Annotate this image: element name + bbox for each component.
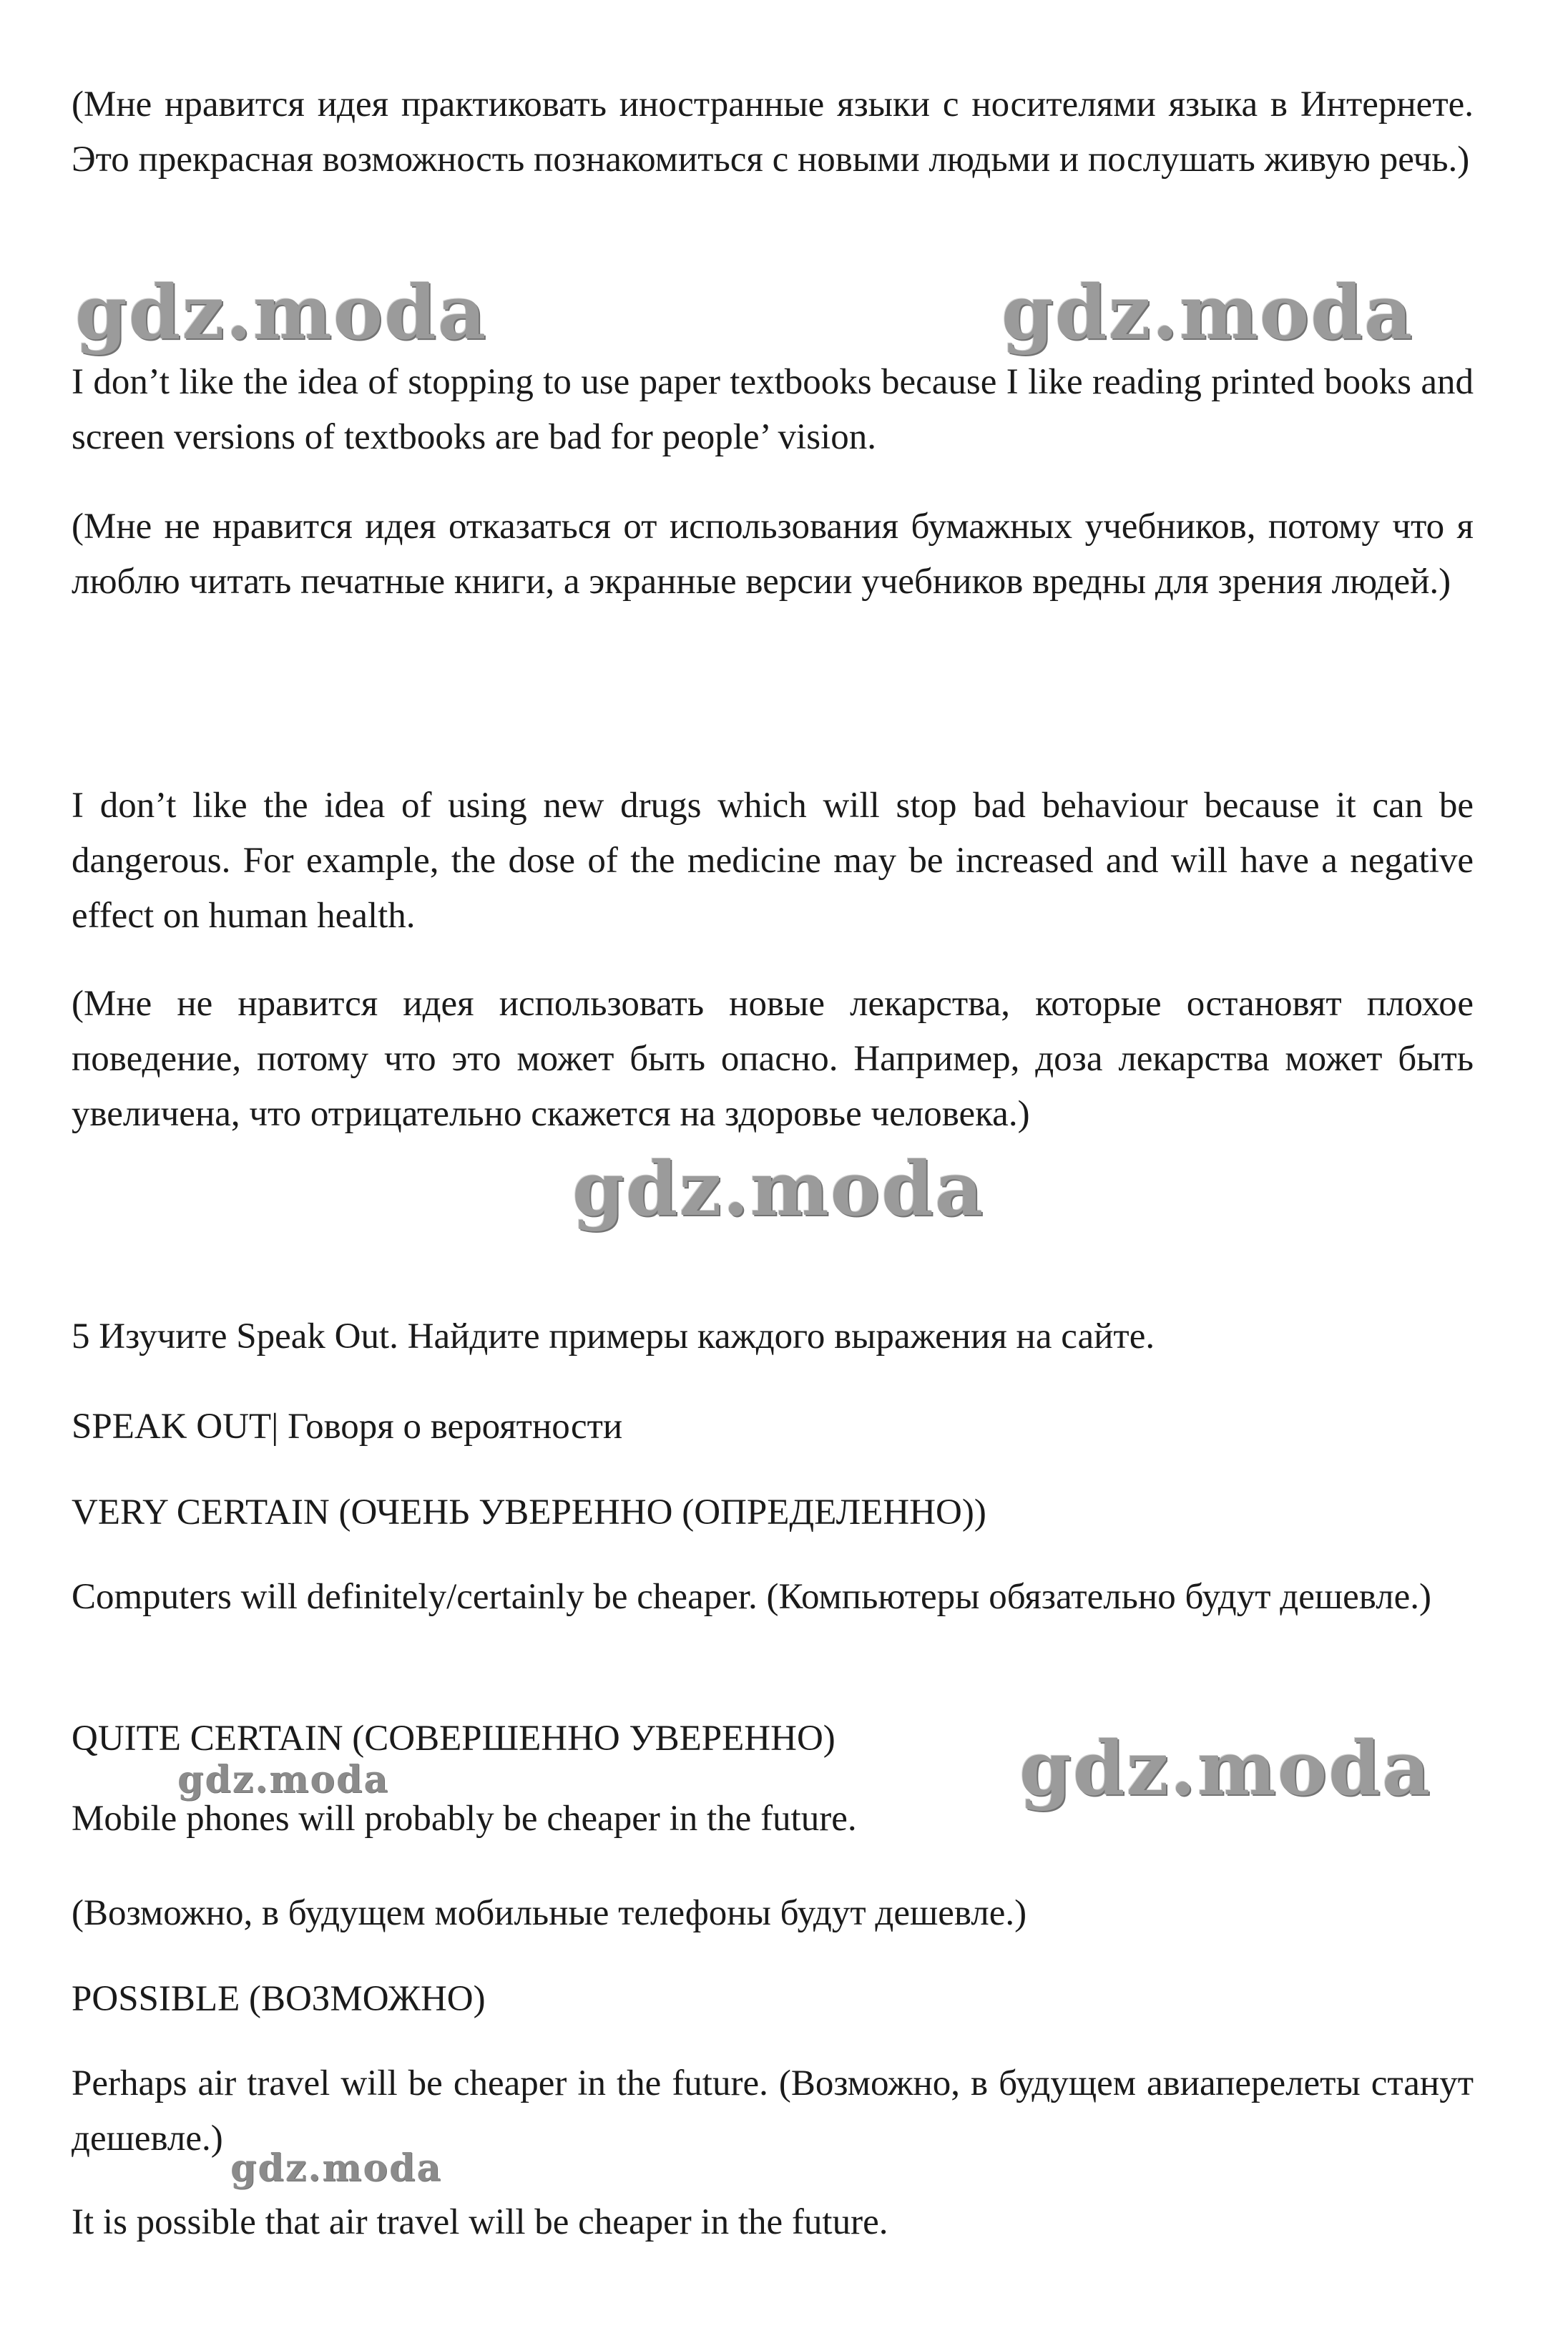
paragraph-russian-paper-textbooks: (Мне не нравится идея отказаться от использования бумажных учебников, потому что я люблю читать печатные книги, а экранные версии учебников вредны для зрения людей.): [72, 507, 1474, 602]
quite-certain-heading: QUITE CERTAIN (СОВЕРШЕННО УВЕРЕННО): [72, 1719, 836, 1759]
paragraph-russian-practice-languages: (Мне нравится идея практиковать иностранные языки с носителями языка в Интернете. Это прекрасная возможность познакомиться с новыми людьми и послушать живую речь.): [72, 84, 1474, 180]
watermark-logo: gdz.moda: [572, 1145, 985, 1233]
example-perhaps-air-travel: Perhaps air travel will be cheaper in the future. (Возможно, в будущем авиаперелеты станут дешевле.): [72, 2063, 1474, 2159]
watermark-logo-small: gdz.moda: [177, 1758, 390, 1802]
paragraph-new-drugs: I don’t like the idea of using new drugs which will stop bad behaviour because it can be dangerous. For example, the dose of the medicine may be increased and will have a negative effect on human health.: [72, 786, 1474, 936]
watermark-logo-small: gdz.moda: [230, 2146, 443, 2190]
very-certain-heading: VERY CERTAIN (ОЧЕНЬ УВЕРЕННО (ОПРЕДЕЛЕННО)): [72, 1492, 986, 1533]
example-mobile-phones: Mobile phones will probably be cheaper in the future.: [72, 1799, 857, 1839]
watermark-logo: gdz.moda: [1001, 268, 1414, 356]
paragraph-russian-new-drugs: (Мне не нравится идея использовать новые лекарства, которые остановят плохое поведение, потому что это может быть опасно. Например, доза лекарства может быть увеличена, что отрицательно скажется на здоровье человека.): [72, 984, 1474, 1134]
watermark-logo: gdz.moda: [1019, 1724, 1432, 1812]
example-computers: Computers will definitely/certainly be cheaper. (Компьютеры обязательно будут дешевле.): [72, 1577, 1431, 1617]
watermark-logo: gdz.moda: [75, 268, 488, 356]
possible-heading: POSSIBLE (ВОЗМОЖНО): [72, 1979, 486, 2019]
example-mobile-phones-russian: (Возможно, в будущем мобильные телефоны будут дешевле.): [72, 1893, 1027, 1933]
speak-out-heading: SPEAK OUT| Говоря о вероятности: [72, 1407, 623, 1447]
task-5-heading: 5 Изучите Speak Out. Найдите примеры каждого выражения на сайте.: [72, 1316, 1155, 1357]
example-it-is-possible: It is possible that air travel will be cheaper in the future.: [72, 2202, 888, 2242]
paragraph-paper-textbooks: I don’t like the idea of stopping to use paper textbooks because I like reading printed books and screen versions of textbooks are bad for people’ vision.: [72, 362, 1474, 457]
